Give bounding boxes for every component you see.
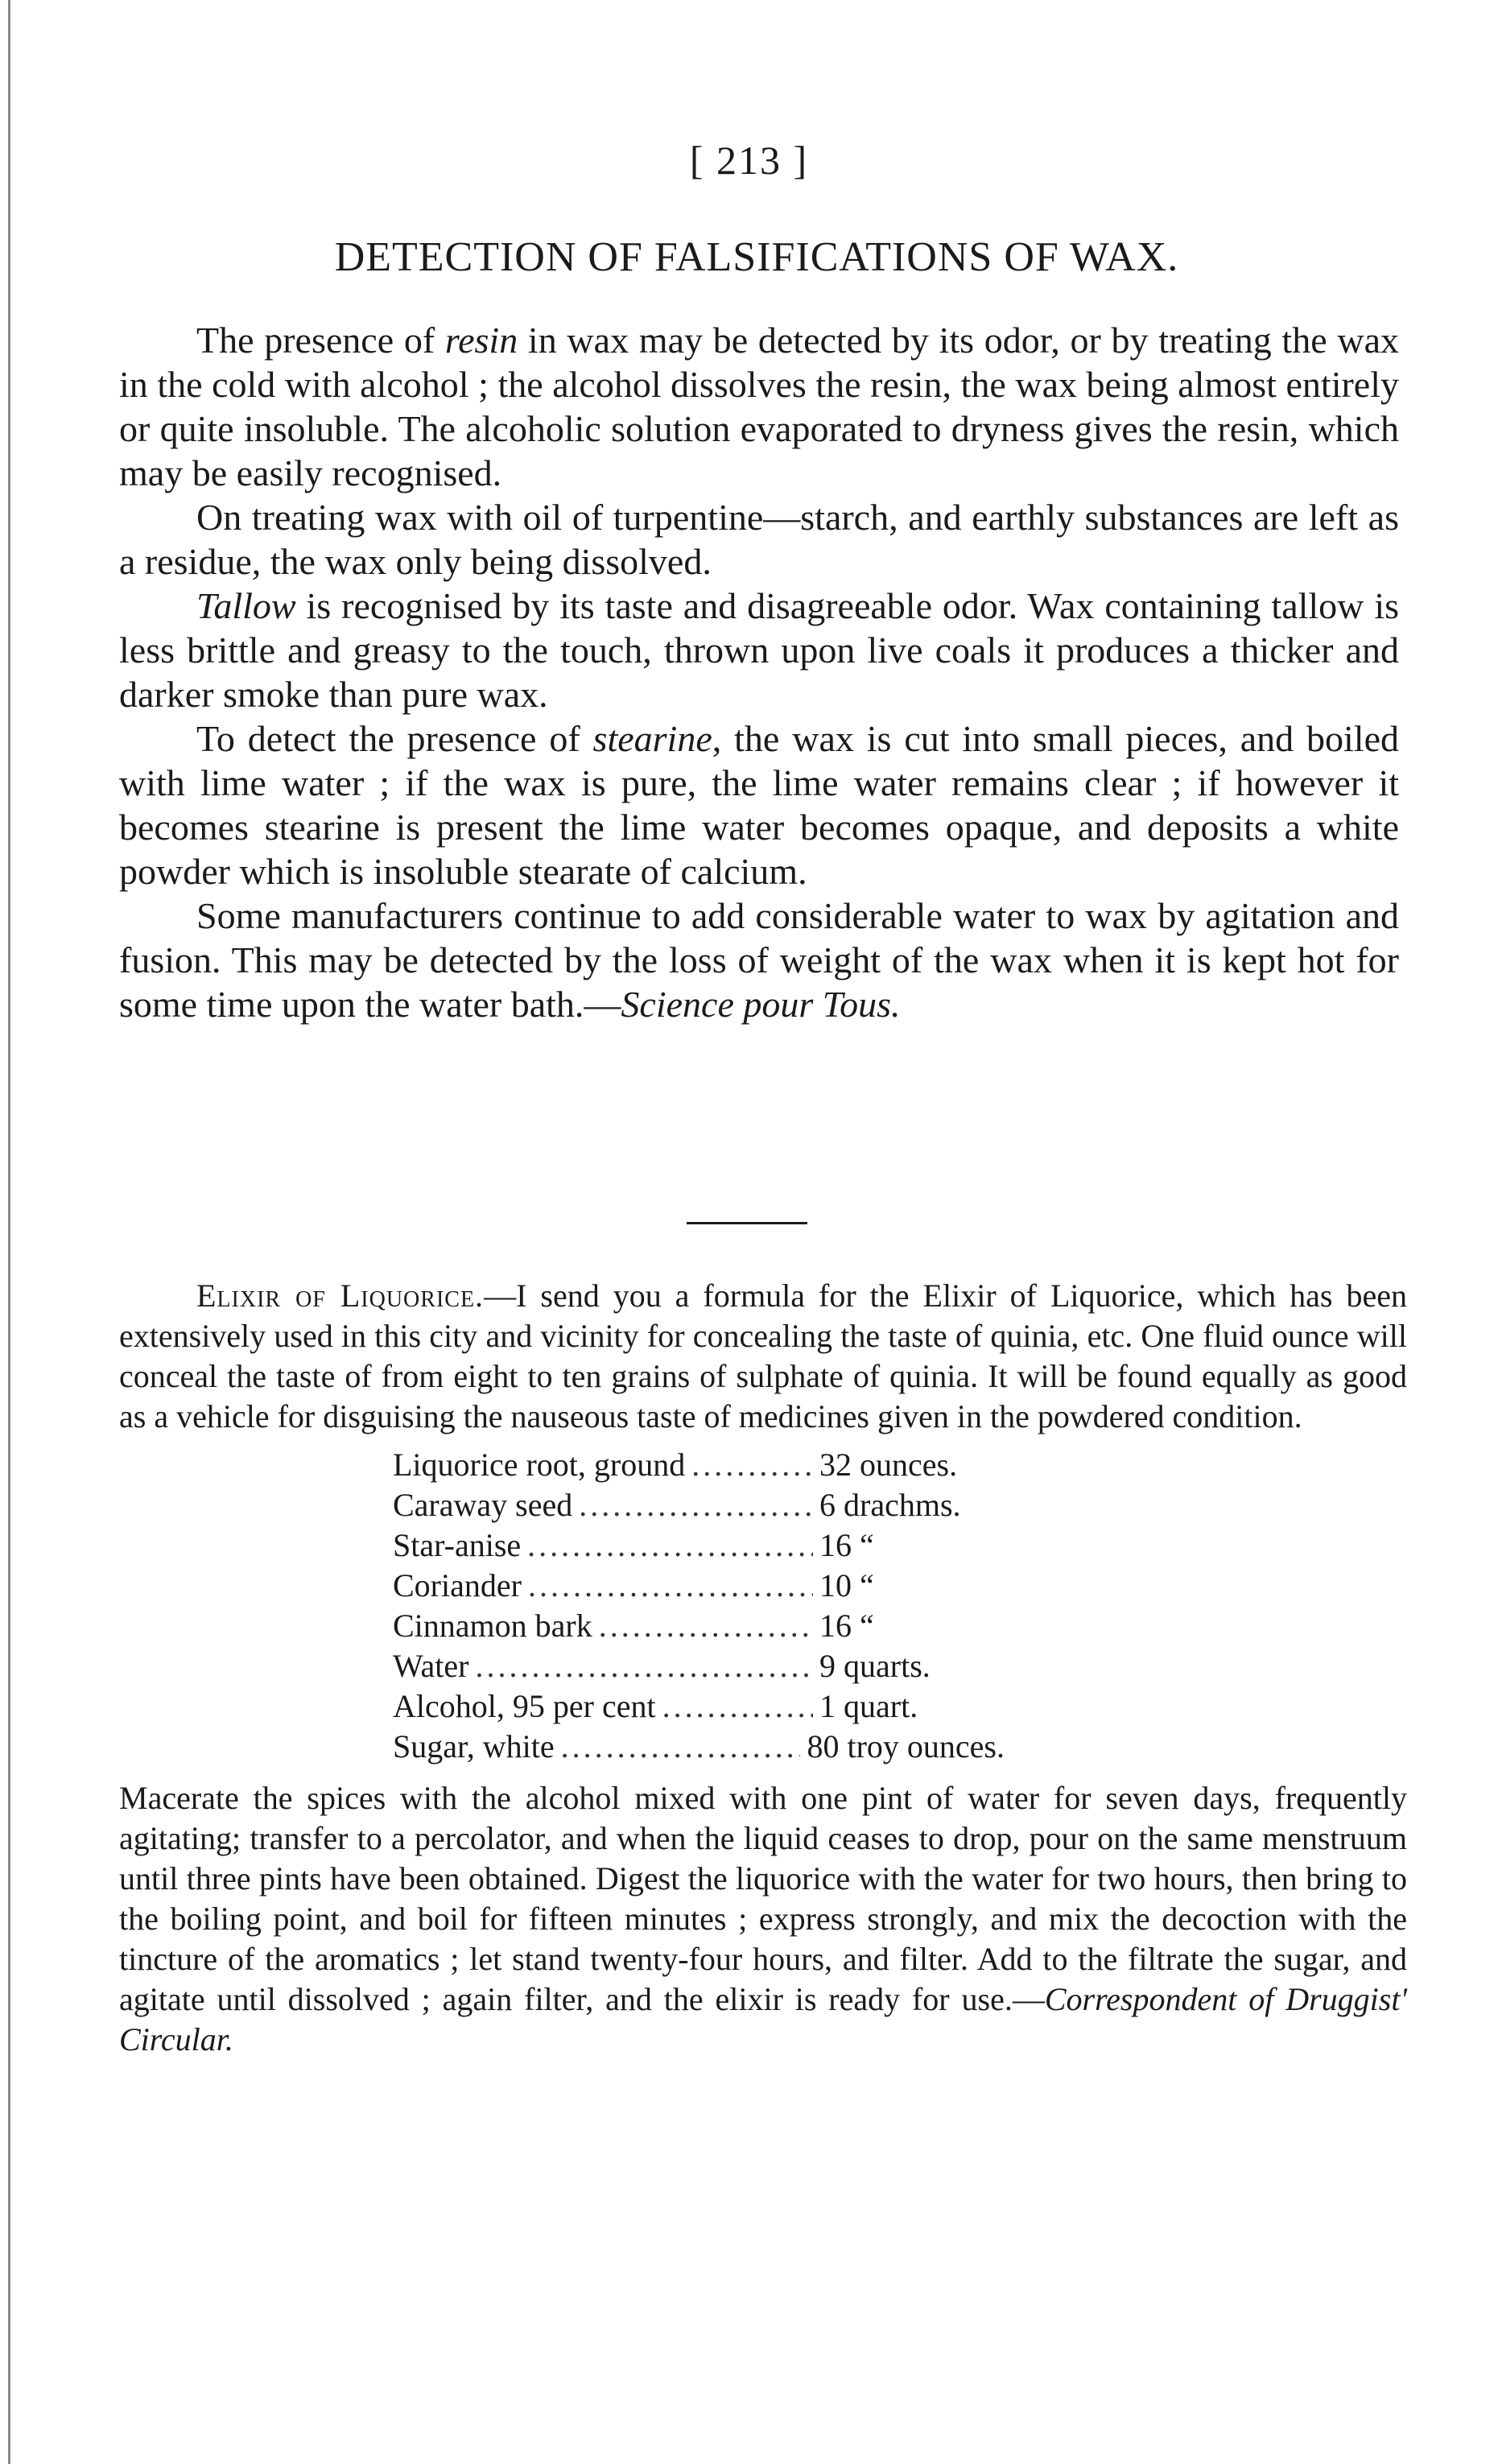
ingredient-row: Liquorice root, ground ..... 32 ounces. <box>393 1445 1005 1485</box>
article-title: DETECTION OF FALSIFICATIONS OF WAX. <box>334 234 1179 280</box>
formula-directions: Macerate the spices with the alcohol mixed with one pint of water for seven days, frequently agitating; transfer to a percolator, and when the liquid ceases to drop, pour on the same menstruum until three pints have been obtained. Digest the liquorice with the water for two hours, then bring to the boiling point, and boil for fifteen minutes ; express strongly, and mix the decoction with the tincture of the aromatics ; let stand twenty-four hours, and filter. Add to the filtrate the sugar, and agitate until dissolved ; again filter, and the elixir is ready for use.—Correspondent of Druggist' Circular. <box>119 1780 1407 2057</box>
ingredient-row: Sugar, white ..... 80 troy ounces. <box>393 1727 1005 1767</box>
paragraph-tallow: Tallow is recognised by its taste and disagreeable odor. Wax containing tallow is less brittle and greasy to the touch, thrown upon live coals it produces a thicker and darker smoke than pure wax. <box>119 585 1399 715</box>
ingredient-row: Star-anise ..... 16 “ <box>393 1525 1005 1566</box>
article-source: Science pour Tous. <box>621 984 901 1025</box>
ingredient-list <box>393 1445 1005 1767</box>
paragraph-turpentine: On treating wax with oil of turpentine—starch, and earthly substances are left as a residue, the wax only being dissolved. <box>119 497 1399 582</box>
ingredient-row: Alcohol, 95 per cent ..... 1 quart. <box>393 1686 1005 1727</box>
ingredient-row: Coriander ..... 10 “ <box>393 1566 1005 1606</box>
formula-heading: Elixir of Liquorice. <box>196 1277 485 1314</box>
paragraph-water: Some manufacturers continue to add considerable water to wax by agitation and fusion. This may be detected by the loss of weight of the wax when it is kept hot for some time upon the water bath.—Science pour Tous. <box>119 895 1399 1025</box>
section-divider <box>687 1222 807 1224</box>
ingredient-row: Cinnamon bark ..... 16 “ <box>393 1606 1005 1646</box>
article-body <box>119 318 1399 1026</box>
page-number: [ 213 ] <box>689 138 809 183</box>
ingredient-row: Caraway seed ..... 6 drachms. <box>393 1485 1005 1525</box>
formula-section <box>119 1276 1407 2060</box>
formula-source: Correspondent of Druggist' Circular. <box>119 1981 1407 2057</box>
paragraph-stearine: To detect the presence of stearine, the wax is cut into small pieces, and boiled with lime water ; if the wax is pure, the lime water remains clear ; if however it becomes stearine is present the lime water becomes opaque, and deposits a white powder which is insoluble stearate of calcium. <box>119 718 1399 892</box>
ingredient-row: Water ..... 9 quarts. <box>393 1646 1005 1686</box>
page-edge-rule <box>8 0 10 2464</box>
paragraph-resin: The presence of resin in wax may be detected by its odor, or by treating the wax in the cold with alcohol ; the alcohol dissolves the resin, the wax being almost entirely or quite insoluble. The alcoholic solution evaporated to dryness gives the resin, which may be easily recognised. <box>119 320 1399 493</box>
formula-intro: Elixir of Liquorice.—I send you a formula for the Elixir of Liquorice, which has been extensively used in this city and vicinity for concealing the taste of quinia, etc. One fluid ounce will conceal the taste of from eight to ten grains of sulphate of quinia. It will be found equally as good as a vehicle for disguising the nauseous taste of medicines given in the powdered condition. <box>119 1277 1407 1434</box>
